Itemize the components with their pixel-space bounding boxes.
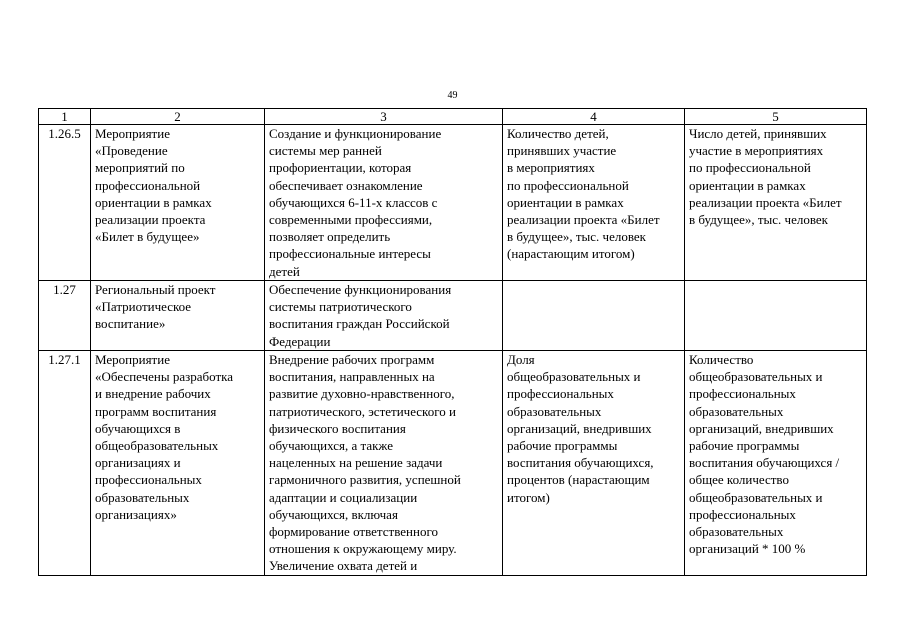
row-name-text: Мероприятие «Обеспечены разработка и внедрение рабочих программ воспитания обучающихся в общеобразовательных организациях и профессиональных образовательных организациях»	[95, 352, 234, 522]
row-name	[91, 125, 265, 281]
column-header-1: 1	[39, 109, 91, 125]
row-method	[685, 125, 867, 281]
row-number: 1.26.5	[39, 125, 91, 281]
document-table	[38, 108, 867, 576]
column-header-2: 2	[91, 109, 265, 125]
row-indicator-text: Количество детей, принявших участие в мероприятиях по профессиональной ориентации в рамках реализации проекта «Билет в будущее», тыс. человек (нарастающим итогом)	[507, 126, 660, 262]
row-name	[91, 351, 265, 576]
table-header-row	[39, 109, 867, 125]
row-name-text: Мероприятие «Проведение мероприятий по профессиональной ориентации в рамках реализации проекта «Билет в будущее»	[95, 126, 212, 245]
row-method-text: Количество общеобразовательных и профессиональных образовательных организаций, внедривших рабочие программы воспитания обучающихся / общее количество общеобразовательных и профессиональных образовательных организаций * 100 %	[689, 352, 840, 557]
row-description-text: Обеспечение функционирования системы патриотического воспитания граждан Российской Федерации	[269, 282, 452, 349]
column-header-4: 4	[503, 109, 685, 125]
row-method	[685, 351, 867, 576]
row-indicator	[503, 281, 685, 351]
row-name	[91, 281, 265, 351]
row-description	[265, 125, 503, 281]
table-row	[39, 125, 867, 281]
column-header-5: 5	[685, 109, 867, 125]
row-description-text: Создание и функционирование системы мер ранней профориентации, которая обеспечивает ознакомление обучающихся 6-11-х классов с современными профессиями, позволяет определить профессиональные интересы детей	[269, 126, 442, 279]
row-indicator	[503, 351, 685, 576]
page-number: 49	[447, 90, 458, 101]
table-row	[39, 281, 867, 351]
row-indicator	[503, 125, 685, 281]
row-description	[265, 351, 503, 576]
column-header-3: 3	[265, 109, 503, 125]
row-indicator-text: Доля общеобразовательных и профессиональных образовательных организаций, внедривших рабочие программы воспитания обучающихся, процентов (нарастающим итогом)	[507, 352, 654, 505]
row-method-text: Число детей, принявших участие в мероприятиях по профессиональной ориентации в рамках реализации проекта «Билет в будущее», тыс. человек	[689, 126, 842, 228]
row-description	[265, 281, 503, 351]
row-number: 1.27.1	[39, 351, 91, 576]
row-name-text: Региональный проект «Патриотическое воспитание»	[95, 282, 216, 332]
table-row	[39, 351, 867, 576]
row-number: 1.27	[39, 281, 91, 351]
row-description-text: Внедрение рабочих программ воспитания, направленных на развитие духовно-нравственного, патриотического, эстетического и физического воспитания обучающихся, а также нацеленных на решение задачи гармоничного развития, успешной адаптации и социализации обучающихся, включая формирование ответственного отношения к окружающему миру. Увеличение охвата детей и	[269, 352, 461, 574]
row-method	[685, 281, 867, 351]
